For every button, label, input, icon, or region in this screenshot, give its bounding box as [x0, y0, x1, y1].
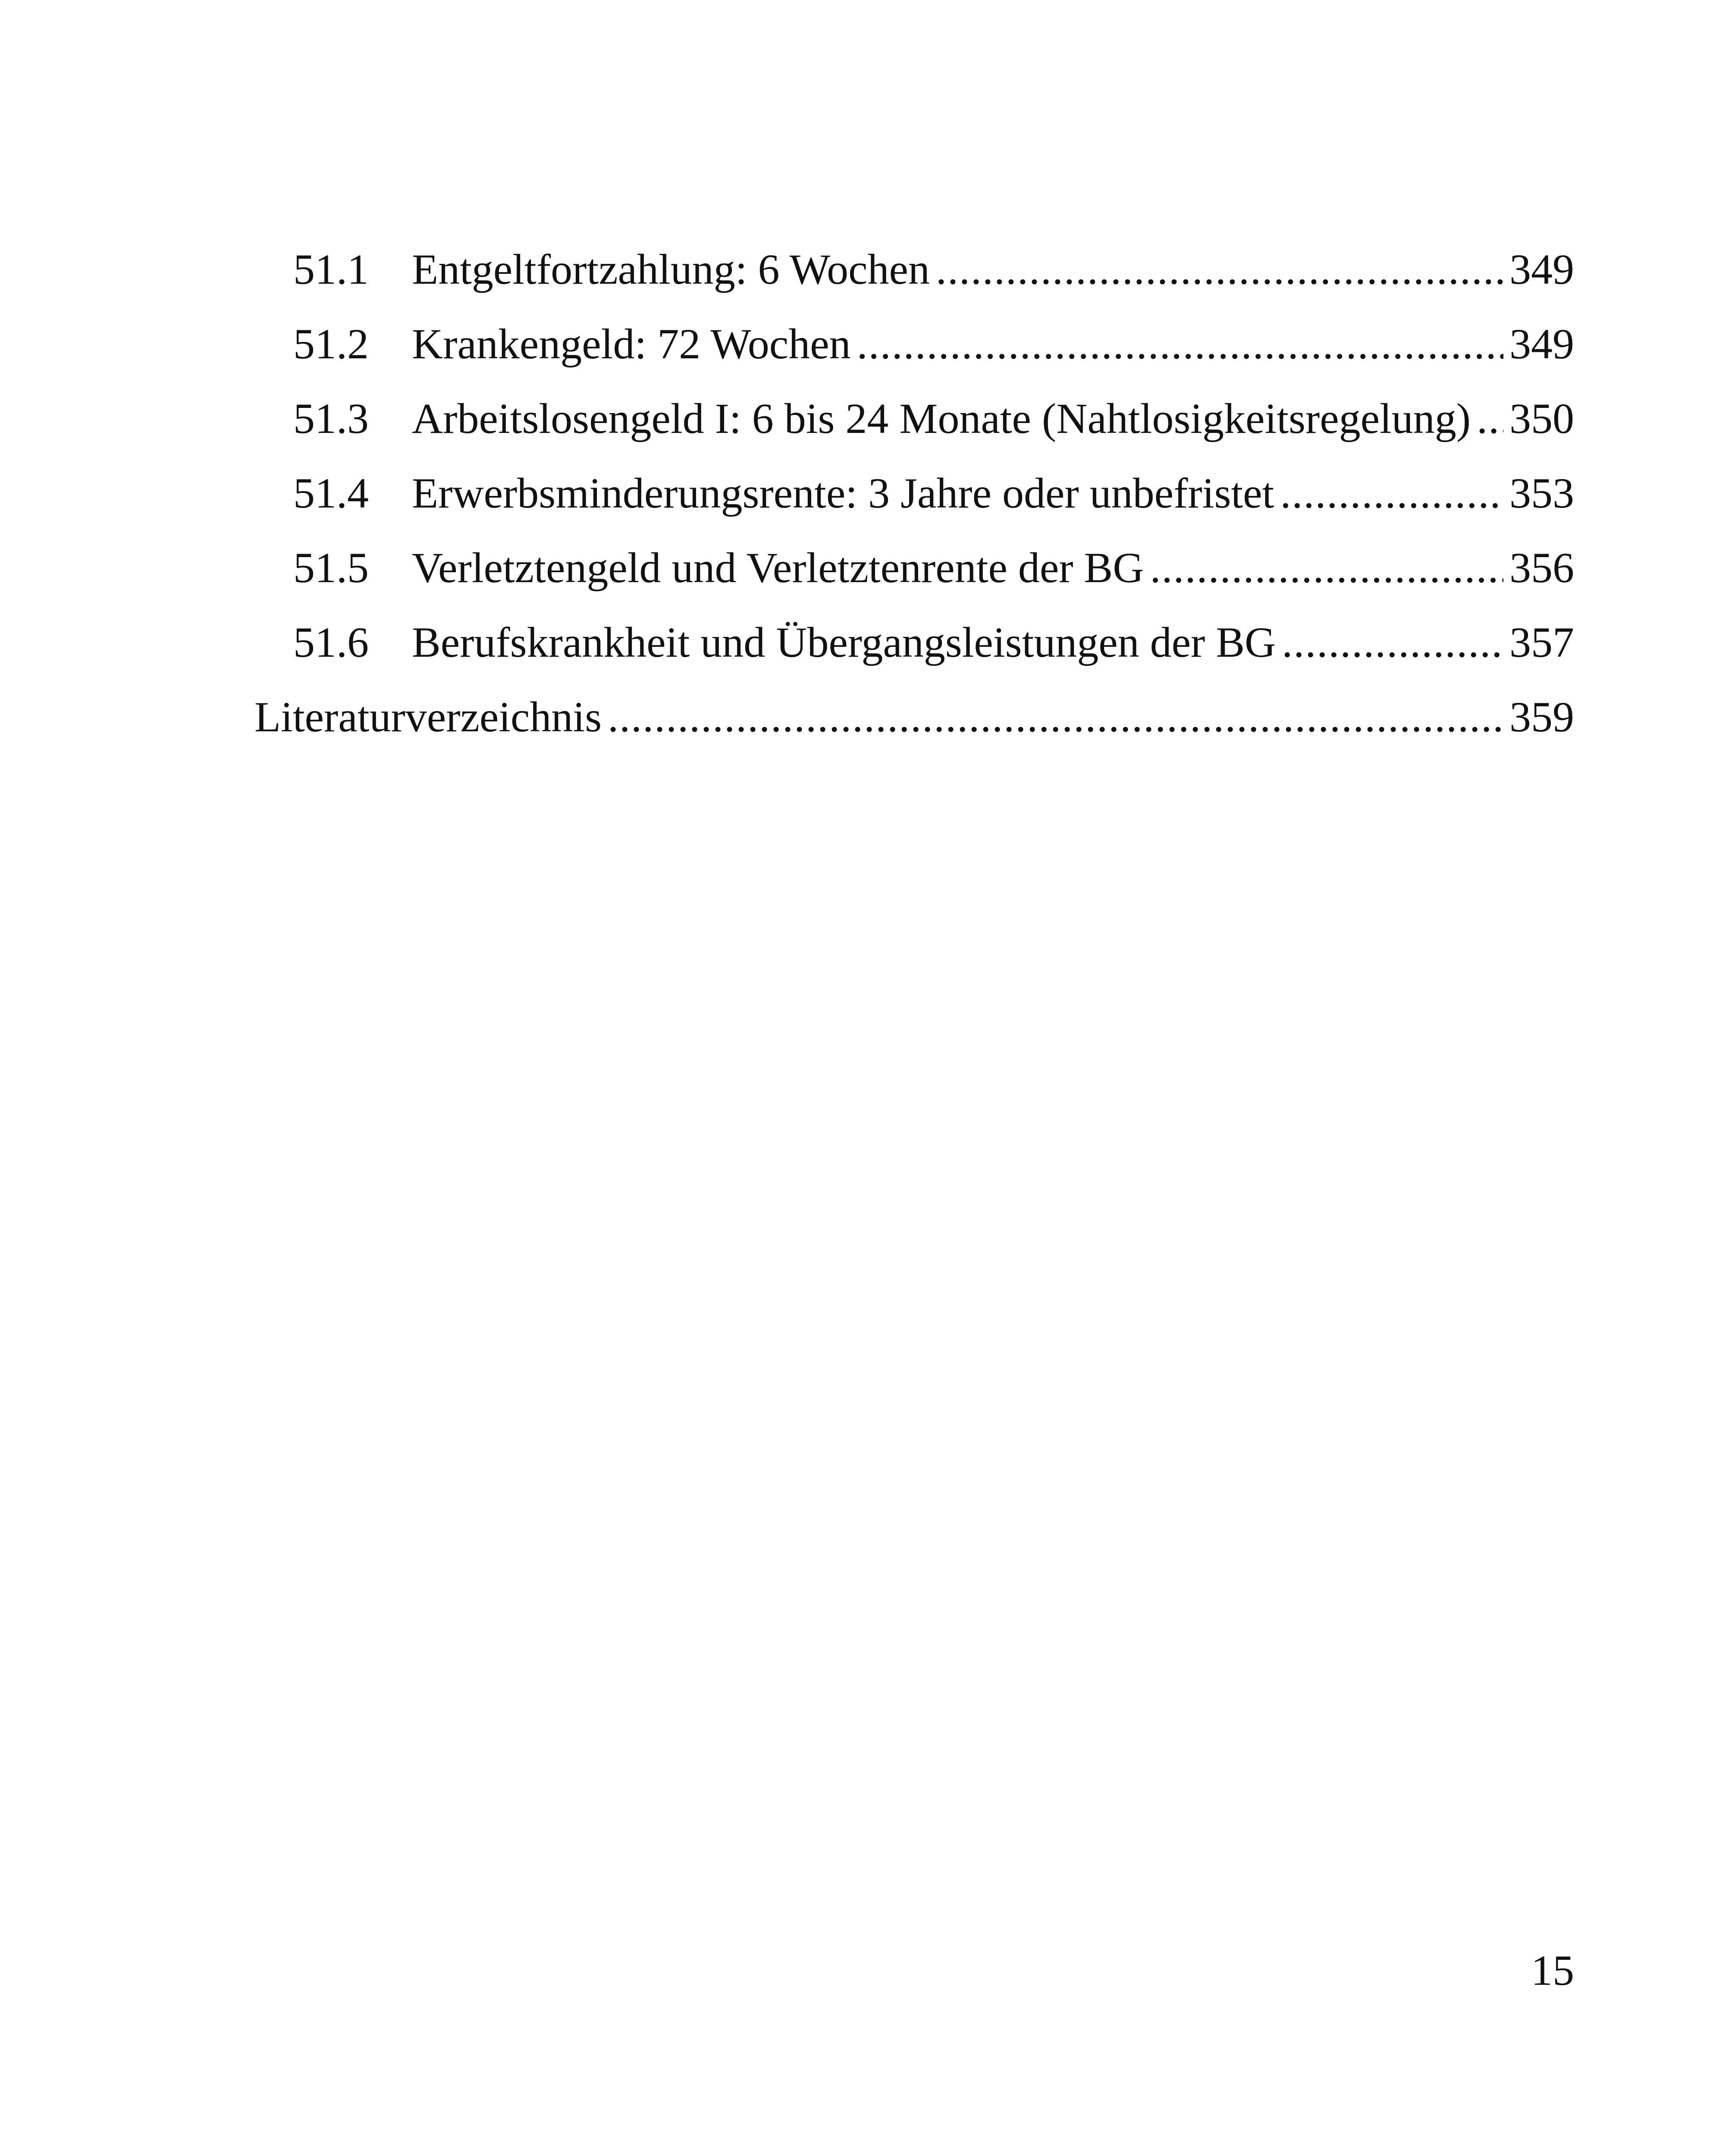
toc-dot-leader [1150, 542, 1503, 594]
toc-entry-51-2[interactable] [254, 318, 1574, 393]
toc-entry-51-4[interactable] [254, 467, 1574, 542]
toc-entry-51-3[interactable] [254, 393, 1574, 467]
toc-entry-51-5[interactable] [254, 542, 1574, 617]
table-of-contents [254, 244, 1574, 766]
toc-dot-leader [608, 691, 1503, 743]
toc-dot-leader [1282, 617, 1503, 668]
toc-dot-leader [936, 244, 1503, 295]
toc-entry-page: 349 [1509, 320, 1574, 368]
toc-dot-leader [857, 318, 1503, 370]
toc-dot-leader [1280, 467, 1503, 519]
toc-entry-page: 356 [1509, 544, 1574, 592]
toc-entry-title: Erwerbsminderungsrente: 3 Jahre oder unbefristet [412, 469, 1274, 517]
toc-entry-page: 350 [1509, 395, 1574, 442]
toc-entry-number: 51.2 [293, 320, 369, 368]
toc-entry-title: Literaturverzeichnis [254, 693, 602, 741]
toc-entry-bibliography[interactable] [254, 691, 1574, 766]
toc-entry-title: Krankengeld: 72 Wochen [412, 320, 851, 368]
toc-entry-51-1[interactable] [254, 244, 1574, 318]
toc-entry-number: 51.6 [293, 618, 369, 666]
toc-entry-page: 359 [1509, 693, 1574, 741]
toc-entry-number: 51.5 [293, 544, 369, 592]
toc-entry-51-6[interactable] [254, 617, 1574, 691]
toc-entry-number: 51.3 [293, 395, 369, 442]
toc-entry-title: Entgeltfortzahlung: 6 Wochen [412, 245, 930, 293]
page-number: 15 [1531, 1946, 1574, 1994]
toc-dot-leader [1477, 393, 1503, 445]
toc-entry-page: 349 [1509, 245, 1574, 293]
toc-entry-title: Verletztengeld und Verletztenrente der BG [412, 544, 1144, 592]
toc-entry-page: 357 [1509, 618, 1574, 666]
toc-entry-page: 353 [1509, 469, 1574, 517]
toc-entry-title: Berufskrankheit und Übergangsleistungen der BG [412, 618, 1276, 666]
toc-entry-number: 51.1 [293, 245, 369, 293]
toc-entry-number: 51.4 [293, 469, 369, 517]
toc-entry-title: Arbeitslosengeld I: 6 bis 24 Monate (Nahtlosigkeitsregelung) [412, 395, 1471, 442]
